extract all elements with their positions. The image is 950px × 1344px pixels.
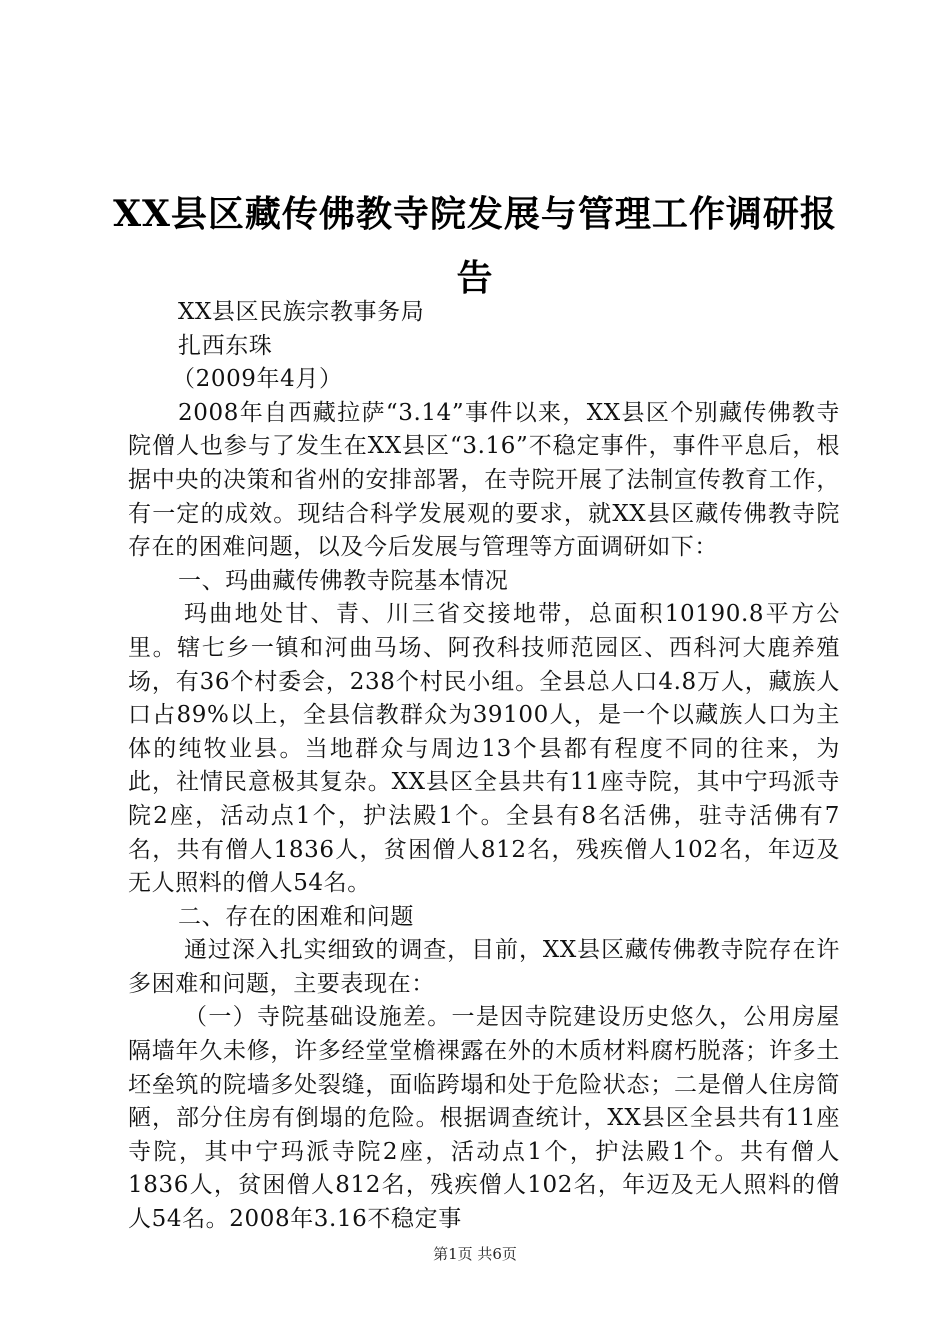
report-date: （2009年4月） [172,366,343,393]
author-organization: XX县区民族宗教事务局 [178,299,425,325]
author-name: 扎西东珠 [178,332,273,359]
subsection-1-paragraph: （一）寺院基础设施差。一是因寺院建设历史悠久，公用房屋隔墙年久未修，许多经堂堂檐裸露在外的木质材料腐朽脱落；许多土坯垒筑的院墙多处裂缝，面临跨塌和处于危险状态；二是僧人住房简陋，部分住房有倒塌的危险。根据调查统计，XX县区全县共有11座寺院，其中宁玛派寺院2座，活动点1个，护法殿1个。共有僧人1836人，贫困僧人812名，残疾僧人102名，年迈及无人照料的僧人54名。2008年3.16不稳定事 [128,1004,840,1233]
section-heading-2: 二、存在的困难和问题 [178,903,414,930]
section-heading-1: 一、玛曲藏传佛教寺院基本情况 [178,567,509,594]
document-body [128,296,840,1237]
page-footer: 第1页 共6页 [433,1245,517,1263]
section-2-intro-paragraph: 通过深入扎实细致的调查，目前，XX县区藏传佛教寺院存在许多困难和问题，主要表现在： [128,937,840,997]
intro-paragraph: 2008年自西藏拉萨“3.14”事件以来，XX县区个别藏传佛教寺院僧人也参与了发生在XX县区“3.16”不稳定事件，事件平息后，根据中央的决策和省州的安排部署，在寺院开展了法制宣传教育工作，有一定的成效。现结合科学发展观的要求，就XX县区藏传佛教寺院存在的困难问题，以及今后发展与管理等方面调研如下： [128,399,840,561]
document-title: XX县区藏传佛教寺院发展与管理工作调研报告 [113,193,837,299]
section-1-paragraph: 玛曲地处甘、青、川三省交接地带，总面积10190.8平方公里。辖七乡一镇和河曲马场、阿孜科技师范园区、西科河大鹿养殖场，有36个村委会，238个村民小组。全县总人口4.8万人，藏族人口占89%以上，全县信教群众为39100人，是一个以藏族人口为主体的纯牧业县。当地群众与周边13个县都有程度不同的往来，为此，社情民意极其复杂。XX县区全县共有11座寺院，其中宁玛派寺院2座，活动点1个，护法殿1个。全县有8名活佛，驻寺活佛有7名，共有僧人1836人，贫困僧人812名，残疾僧人102名，年迈及无人照料的僧人54名。 [128,601,840,897]
